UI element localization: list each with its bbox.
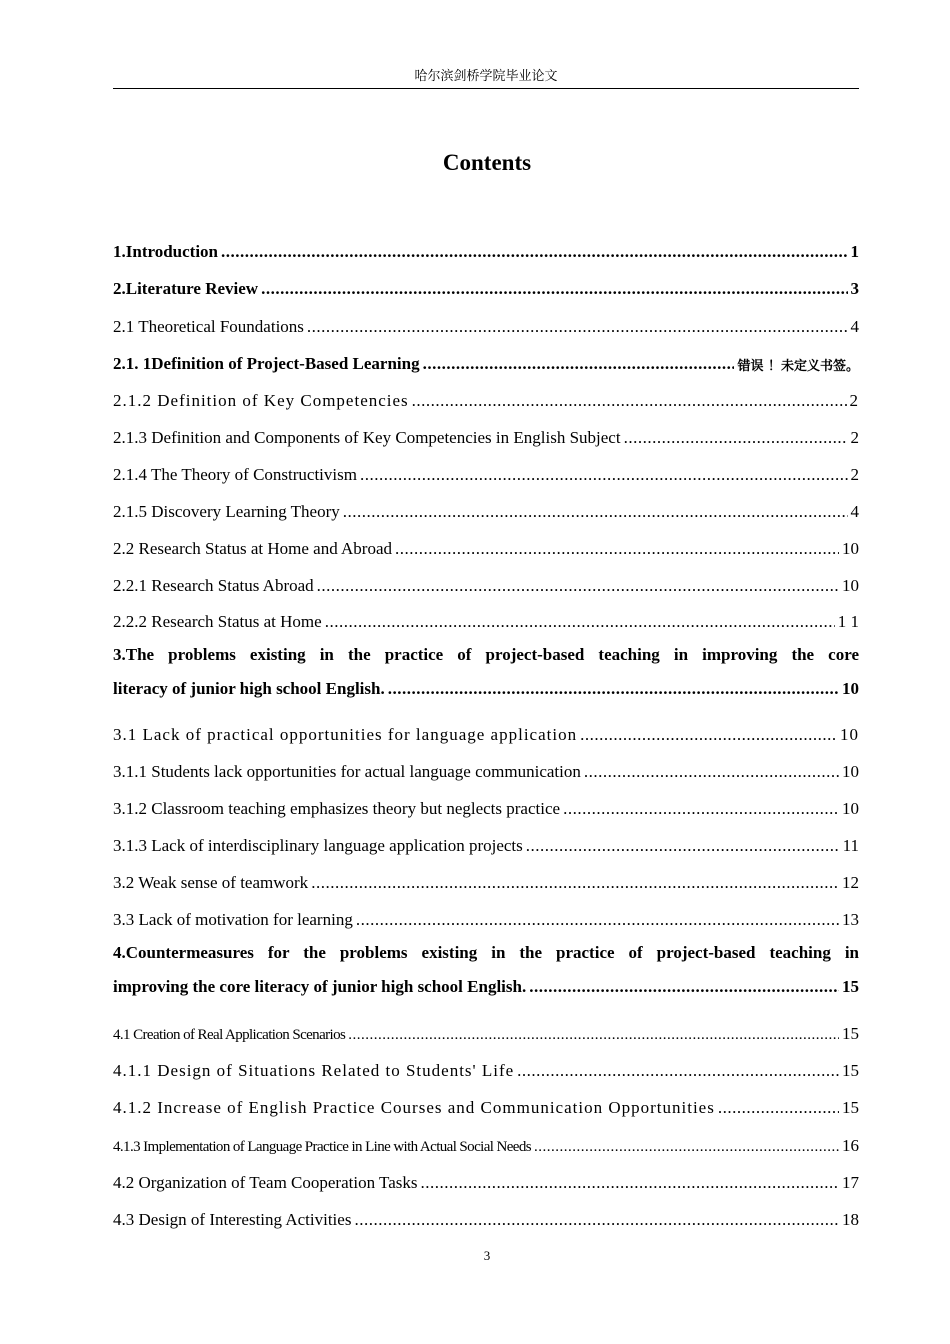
- toc-entry-research-status[interactable]: [113, 522, 859, 559]
- toc-entry-label: 4.1.1 Design of Situations Related to Students' Life: [113, 1061, 515, 1080]
- toc-entry-label: 3.1.2 Classroom teaching emphasizes theory but neglects practice: [113, 799, 561, 818]
- page-number: 3: [483, 1248, 491, 1263]
- toc-entry-page: 12: [842, 873, 859, 892]
- toc-entry-label: 3.1 Lack of practical opportunities for language application: [113, 725, 578, 744]
- toc-entry-page: 1 1: [837, 612, 859, 631]
- toc-entry-page: 18: [842, 1210, 859, 1229]
- toc-entry-page: 1: [850, 242, 859, 261]
- toc-entry-label: 4.2 Organization of Team Cooperation Tasks: [113, 1173, 418, 1192]
- toc-entry-chapter-4[interactable]: [113, 936, 859, 1004]
- toc-entry-page: 11: [842, 836, 859, 855]
- toc-entry-page: 3: [850, 279, 859, 298]
- leader-dots: [718, 1098, 839, 1118]
- toc-entry-research-abroad[interactable]: [113, 559, 859, 596]
- toc-entry-literature-review[interactable]: [113, 262, 859, 299]
- toc-entry-page: 4: [850, 317, 859, 336]
- toc-entry-page: 15: [842, 1024, 859, 1043]
- toc-entry-label: 2.1 Theoretical Foundations: [113, 317, 304, 336]
- toc-entry-theoretical-foundations[interactable]: [113, 299, 859, 337]
- toc-entry-label: 2.2.2 Research Status at Home: [113, 612, 322, 631]
- toc-entry-label-line1: 3.The problems existing in the practice of project-based teaching in improving the core: [113, 645, 859, 664]
- toc-entry-students-life[interactable]: [113, 1044, 859, 1081]
- toc-entry-components-english[interactable]: [113, 411, 859, 448]
- table-of-contents: [113, 228, 859, 1230]
- leader-dots: [325, 612, 835, 632]
- leader-dots: [563, 799, 839, 819]
- leader-dots: [388, 672, 839, 706]
- leader-dots: [529, 970, 839, 1004]
- toc-entry-label: 3.1.1 Students lack opportunities for actual language communication: [113, 762, 581, 781]
- leader-dots: [343, 502, 848, 522]
- toc-entry-label: 2.Literature Review: [113, 279, 259, 298]
- toc-entry-real-scenarios[interactable]: [113, 1004, 859, 1044]
- toc-entry-page-error: 错误 ！未定义书签。: [737, 359, 859, 374]
- leader-dots: [580, 725, 837, 745]
- toc-entry-label-line1: 4.Countermeasures for the problems existing in the practice of project-based teaching in: [113, 943, 859, 962]
- toc-entry-definition-pbl[interactable]: [113, 337, 859, 374]
- toc-entry-page: 15: [842, 977, 859, 996]
- leader-dots: [311, 873, 839, 893]
- toc-entry-team-cooperation[interactable]: [113, 1156, 859, 1193]
- toc-entry-page: 10: [840, 725, 859, 744]
- toc-entry-communication[interactable]: [113, 745, 859, 782]
- toc-entry-constructivism[interactable]: [113, 448, 859, 485]
- leader-dots: [534, 1139, 839, 1156]
- toc-entry-label: 3.2 Weak sense of teamwork: [113, 873, 309, 892]
- toc-entry-page: 4: [850, 502, 859, 521]
- toc-entry-label: 2.2 Research Status at Home and Abroad: [113, 539, 393, 558]
- toc-entry-lack-practical[interactable]: [113, 706, 859, 745]
- leader-dots: [412, 391, 847, 411]
- toc-entry-page: 17: [842, 1173, 859, 1192]
- leader-dots: [360, 465, 848, 485]
- page-header: 哈尔滨剑桥学院毕业论文: [113, 66, 859, 89]
- toc-entry-page: 2: [849, 391, 859, 410]
- toc-entry-label: 4.1.2 Increase of English Practice Courses and Communication Opportunities: [113, 1098, 715, 1117]
- toc-entry-page: 10: [842, 679, 859, 698]
- toc-entry-research-home[interactable]: [113, 596, 859, 632]
- toc-entry-page: 10: [842, 799, 859, 818]
- toc-entry-interesting-activities[interactable]: [113, 1193, 859, 1230]
- toc-entry-page: 10: [842, 576, 859, 595]
- toc-entry-interdisciplinary[interactable]: [113, 819, 859, 856]
- leader-dots: [317, 576, 839, 596]
- toc-entry-label: 4.1.3 Implementation of Language Practice in Line with Actual Social Needs: [113, 1139, 531, 1155]
- leader-dots: [307, 317, 848, 337]
- toc-entry-motivation[interactable]: [113, 893, 859, 930]
- toc-entry-page: 15: [842, 1061, 859, 1080]
- toc-entry-chapter-3[interactable]: [113, 638, 859, 706]
- toc-entry-label: 4.3 Design of Interesting Activities: [113, 1210, 352, 1229]
- toc-entry-social-needs[interactable]: [113, 1118, 859, 1156]
- toc-entry-label: 2.1.5 Discovery Learning Theory: [113, 502, 340, 521]
- leader-dots: [261, 279, 847, 299]
- leader-dots: [354, 1210, 839, 1230]
- toc-entry-label: 3.3 Lack of motivation for learning: [113, 910, 353, 929]
- toc-entry-label-line2: improving the core literacy of junior high school English.: [113, 977, 527, 996]
- toc-entry-page: 16: [842, 1136, 859, 1155]
- leader-dots: [356, 910, 839, 930]
- leader-dots: [421, 1173, 839, 1193]
- toc-entry-page: 10: [842, 539, 859, 558]
- toc-entry-theory-practice[interactable]: [113, 782, 859, 819]
- toc-entry-label: 2.1.2 Definition of Key Competencies: [113, 391, 409, 410]
- leader-dots: [526, 836, 840, 856]
- toc-entry-label: 3.1.3 Lack of interdisciplinary language application projects: [113, 836, 523, 855]
- toc-entry-label: 1.Introduction: [113, 242, 219, 261]
- toc-entry-label: 2.1.3 Definition and Components of Key Competencies in English Subject: [113, 428, 621, 447]
- page-title: Contents: [442, 150, 532, 175]
- toc-entry-discovery-learning[interactable]: [113, 485, 859, 522]
- toc-entry-page: 2: [850, 465, 859, 484]
- toc-entry-label: 4.1 Creation of Real Application Scenarios: [113, 1027, 346, 1043]
- toc-entry-teamwork[interactable]: [113, 856, 859, 893]
- leader-dots: [517, 1061, 839, 1081]
- toc-entry-label: 2.1.4 The Theory of Constructivism: [113, 465, 357, 484]
- toc-entry-page: 2: [850, 428, 859, 447]
- leader-dots: [395, 539, 839, 559]
- leader-dots: [584, 762, 839, 782]
- leader-dots: [221, 242, 847, 262]
- toc-entry-key-competencies[interactable]: [113, 374, 859, 411]
- toc-entry-page: 13: [842, 910, 859, 929]
- leader-dots: [423, 354, 735, 374]
- leader-dots: [348, 1027, 839, 1044]
- toc-entry-label-line2: literacy of junior high school English.: [113, 679, 385, 698]
- leader-dots: [624, 428, 848, 448]
- toc-entry-practice-courses[interactable]: [113, 1081, 859, 1118]
- toc-entry-label: 2.2.1 Research Status Abroad: [113, 576, 314, 595]
- toc-entry-label: 2.1. 1Definition of Project-Based Learning: [113, 354, 420, 373]
- toc-entry-page: 10: [842, 762, 859, 781]
- toc-entry-introduction[interactable]: [113, 228, 859, 262]
- toc-entry-page: 15: [842, 1098, 859, 1117]
